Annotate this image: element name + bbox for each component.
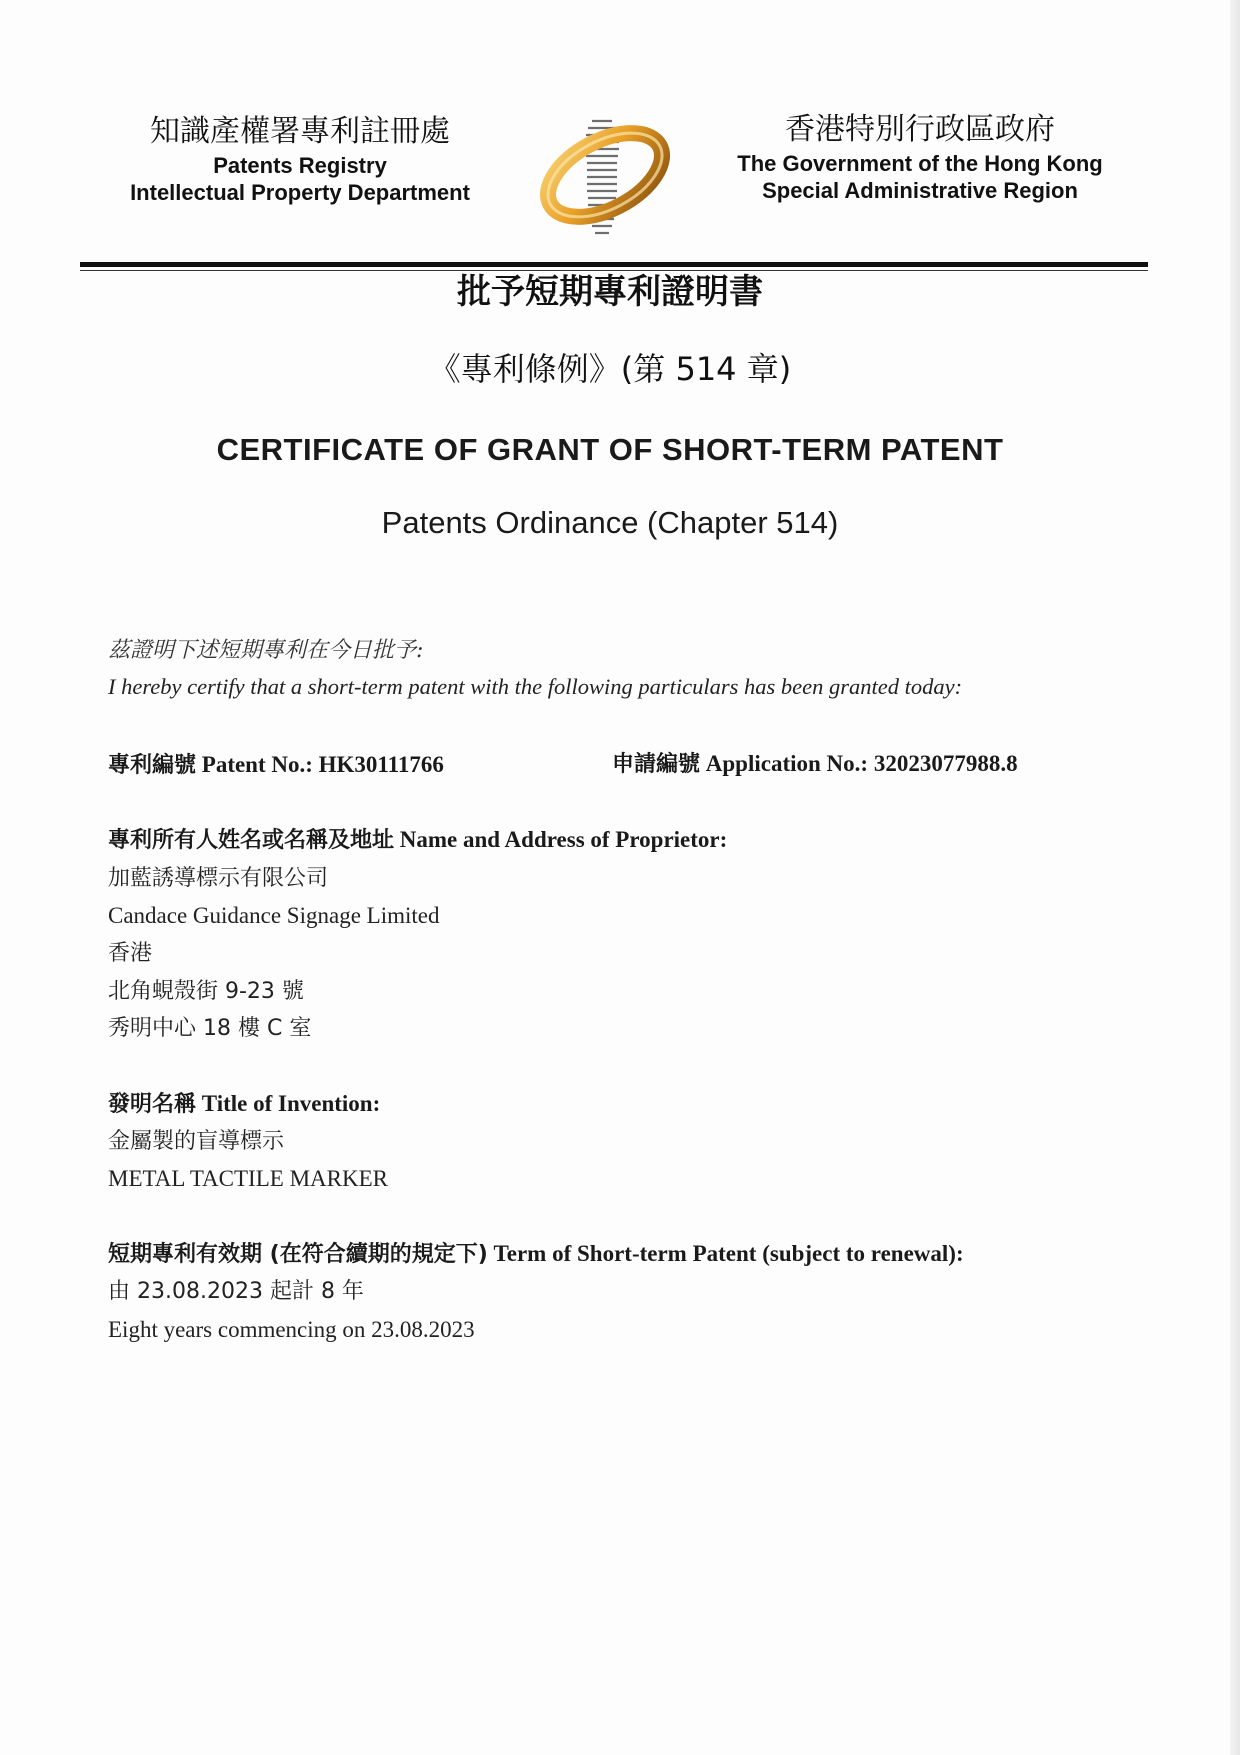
proprietor-name-en: Candace Guidance Signage Limited <box>108 903 440 928</box>
proprietor-address-line-2: 北角蜆殼街 9-23 號 <box>108 979 304 1004</box>
application-number-label-en: Application No.: <box>705 751 869 776</box>
invention-title-en: METAL TACTILE MARKER <box>108 1166 388 1191</box>
header-left <box>110 112 490 206</box>
header-right-cn: 香港特別行政區政府 <box>785 112 1055 147</box>
application-number-row <box>612 749 1018 780</box>
invention-title-cn: 金屬製的盲導標示 <box>108 1129 285 1154</box>
header-right-en-1: The Government of the Hong Kong <box>737 151 1103 176</box>
ordinance-title-en: Patents Ordinance (Chapter 514) <box>381 505 839 540</box>
application-number-value: 32023077988.8 <box>873 751 1018 776</box>
page-edge-shadow <box>1230 0 1240 1755</box>
patent-number-label-cn: 專利編號 <box>108 753 197 778</box>
term-label-cn: 短期專利有效期 (在符合續期的規定下) <box>108 1242 488 1267</box>
proprietor-label-cn: 專利所有人姓名或名稱及地址 <box>108 828 395 853</box>
proprietor-label-en: Name and Address of Proprietor: <box>399 827 728 852</box>
patent-number-value: HK30111766 <box>318 752 444 777</box>
header-rule-thick <box>80 262 1148 267</box>
term-value-en: Eight years commencing on 23.08.2023 <box>108 1317 475 1342</box>
patent-number-row <box>108 750 444 781</box>
header-right-en-2: Special Administrative Region <box>762 178 1078 203</box>
term-heading <box>108 1239 964 1270</box>
ordinance-title-cn: 《專利條例》(第 514 章) <box>428 350 792 388</box>
invention-heading <box>108 1089 380 1120</box>
header-left-cn: 知識產權署專利註冊處 <box>150 114 450 149</box>
proprietor-name-cn: 加藍誘導標示有限公司 <box>108 866 329 891</box>
patent-number-label-en: Patent No.: <box>201 752 313 777</box>
ipd-ring-emblem-icon <box>530 115 680 240</box>
header-left-en-1: Patents Registry <box>213 153 387 178</box>
certificate-title-cn: 批予短期專利證明書 <box>457 272 763 312</box>
header-right <box>720 110 1120 204</box>
certify-statement-en: I hereby certify that a short-term patent with the following particulars has been granted today: <box>108 674 963 699</box>
invention-label-en: Title of Invention: <box>201 1091 381 1116</box>
header-left-en-2: Intellectual Property Department <box>130 180 470 205</box>
proprietor-heading <box>108 825 727 856</box>
term-label-en: Term of Short-term Patent (subject to renewal): <box>493 1241 964 1266</box>
certify-statement-cn: 茲證明下述短期專利在今日批予: <box>108 638 424 663</box>
certificate-title-en: CERTIFICATE OF GRANT OF SHORT-TERM PATENT <box>216 432 1004 467</box>
proprietor-address-line-1: 香港 <box>108 941 153 966</box>
application-number-label-cn: 申請編號 <box>612 752 701 777</box>
proprietor-address-line-3: 秀明中心 18 樓 C 室 <box>108 1016 312 1041</box>
invention-label-cn: 發明名稱 <box>108 1092 197 1117</box>
term-value-cn: 由 23.08.2023 起計 8 年 <box>108 1279 364 1304</box>
